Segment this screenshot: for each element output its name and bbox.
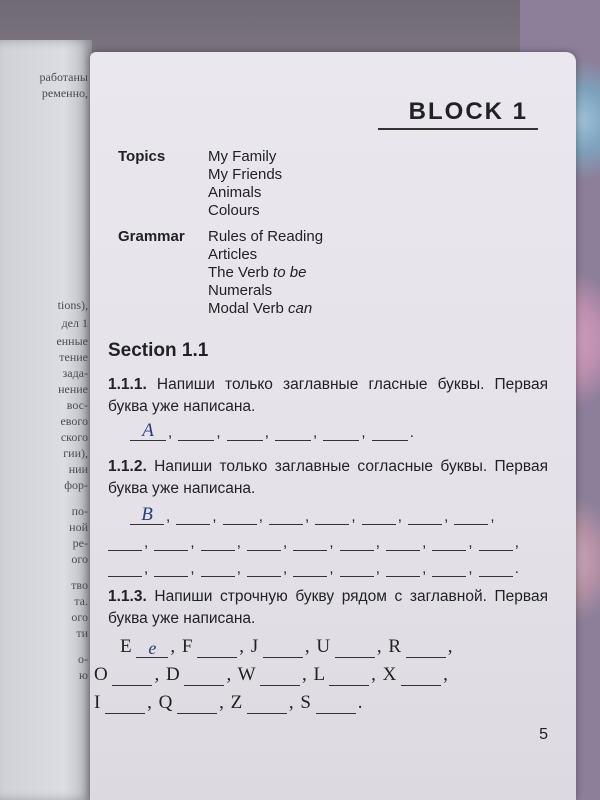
grammar-label: Grammar	[118, 228, 185, 245]
answer-blank[interactable]	[176, 506, 210, 525]
left-page-line: фор-	[64, 478, 88, 492]
task-text: Напиши только заглавные гласные буквы. Первая буква уже написана.	[108, 376, 548, 415]
answer-blank[interactable]	[201, 532, 235, 551]
left-page-line: работаны	[39, 70, 88, 84]
answer-blank[interactable]	[386, 532, 420, 551]
task-number: 1.1.2.	[108, 458, 147, 475]
answer-row-consonants-3: , , , , , , , , .	[108, 558, 521, 577]
grammar-item: Articles	[208, 246, 258, 263]
answer-blank[interactable]	[362, 506, 396, 525]
left-page-line: ого	[71, 610, 88, 624]
answer-blank[interactable]	[227, 422, 263, 441]
left-page-line: ре-	[72, 536, 88, 550]
lowercase-blank[interactable]: e	[136, 639, 168, 658]
answer-blank[interactable]	[154, 558, 188, 577]
grammar-item: Modal Verb can	[208, 300, 313, 317]
answer-blank[interactable]	[408, 506, 442, 525]
lowercase-blank[interactable]	[105, 695, 145, 714]
left-page-line: зада-	[62, 366, 88, 380]
answer-row-consonants-1: B , , , , , , , ,	[130, 506, 497, 525]
answer-blank[interactable]	[154, 532, 188, 551]
lowercase-blank[interactable]	[263, 639, 303, 658]
topics-list	[208, 148, 282, 220]
task-number: 1.1.3.	[108, 588, 147, 605]
capital-letter: X	[382, 664, 397, 685]
left-page-line: нение	[58, 382, 88, 396]
capital-letter: R	[388, 636, 402, 657]
topic-item: Colours	[208, 202, 260, 219]
section-title: Section 1.1	[108, 340, 209, 361]
answer-row-vowels: A , , , , , .	[130, 422, 416, 441]
lowercase-blank[interactable]	[197, 639, 237, 658]
task-1-1-1	[108, 374, 548, 418]
capital-letter: W	[237, 664, 256, 685]
left-page-line: енные	[56, 334, 88, 348]
answer-blank[interactable]	[315, 506, 349, 525]
left-page-line: дел 1	[61, 316, 88, 330]
block-title-rule	[378, 128, 538, 130]
task-text: Напиши строчную букву рядом с заглавной. Первая буква уже написана.	[108, 588, 548, 627]
capital-letter: J	[250, 636, 259, 657]
capital-letter: F	[181, 636, 193, 657]
grammar-item: Rules of Reading	[208, 228, 324, 245]
answer-blank[interactable]	[247, 558, 281, 577]
left-page-line: ной	[69, 520, 88, 534]
topic-item: Animals	[208, 184, 262, 201]
grammar-list	[208, 228, 323, 318]
left-page-line: о-	[78, 652, 88, 666]
left-page-line: ти	[76, 626, 88, 640]
left-page-line: ского	[60, 430, 88, 444]
answer-row-consonants-2: , , , , , , , , ,	[108, 532, 521, 551]
answer-blank[interactable]	[293, 558, 327, 577]
answer-blank[interactable]	[340, 532, 374, 551]
answer-blank[interactable]	[479, 532, 513, 551]
left-page-line: по-	[71, 504, 88, 518]
left-page-line: вос-	[66, 398, 88, 412]
letter-pairs-row-2: O , D , W , L , X ,	[94, 664, 448, 685]
answer-blank[interactable]	[340, 558, 374, 577]
task-text: Напиши только заглавные согласные буквы. Первая буква уже написана.	[108, 458, 548, 497]
task-number: 1.1.1.	[108, 376, 147, 393]
lowercase-blank[interactable]	[184, 667, 224, 686]
answer-blank[interactable]	[432, 558, 466, 577]
capital-letter: D	[165, 664, 180, 685]
answer-blank[interactable]	[454, 506, 488, 525]
answer-blank[interactable]	[323, 422, 359, 441]
grammar-item: The Verb to be	[208, 264, 307, 281]
letter-pairs-row-1: E e , F , J , U , R ,	[120, 636, 453, 658]
workbook-page	[90, 52, 576, 800]
answer-blank[interactable]	[108, 558, 142, 577]
answer-blank[interactable]	[479, 558, 513, 577]
answer-blank[interactable]	[201, 558, 235, 577]
capital-letter: L	[313, 664, 325, 685]
left-page-line: ого	[71, 552, 88, 566]
answer-blank[interactable]	[269, 506, 303, 525]
answer-blank[interactable]	[372, 422, 408, 441]
grammar-item: Numerals	[208, 282, 273, 299]
previous-page	[0, 40, 92, 800]
capital-letter: S	[300, 692, 311, 713]
answer-blank[interactable]: A	[130, 422, 166, 441]
left-page-line: ременно,	[41, 86, 88, 100]
lowercase-blank[interactable]	[247, 695, 287, 714]
page-number: 5	[539, 726, 548, 743]
lowercase-blank[interactable]	[177, 695, 217, 714]
lowercase-blank[interactable]	[112, 667, 152, 686]
left-page-line: нии	[68, 462, 88, 476]
lowercase-blank[interactable]	[329, 667, 369, 686]
block-title: BLOCK 1	[408, 98, 528, 125]
answer-blank[interactable]	[386, 558, 420, 577]
capital-letter: Q	[158, 692, 173, 713]
lowercase-blank[interactable]	[406, 639, 446, 658]
answer-blank[interactable]	[247, 532, 281, 551]
left-page-line: тво	[71, 578, 88, 592]
capital-letter: I	[94, 692, 101, 713]
left-page-line: та.	[74, 594, 88, 608]
capital-letter: U	[316, 636, 331, 657]
task-1-1-2	[108, 456, 548, 500]
letter-pairs-row-3: I , Q , Z , S .	[94, 692, 363, 713]
capital-letter: E	[120, 636, 132, 657]
answer-blank[interactable]	[108, 532, 142, 551]
task-1-1-3	[108, 586, 548, 630]
answer-blank[interactable]	[275, 422, 311, 441]
answer-blank[interactable]	[432, 532, 466, 551]
lowercase-blank[interactable]	[260, 667, 300, 686]
left-page-line: гии),	[63, 446, 88, 460]
left-page-line: тение	[59, 350, 88, 364]
left-page-line: ю	[79, 668, 88, 682]
answer-blank[interactable]	[293, 532, 327, 551]
left-page-line: евого	[60, 414, 88, 428]
answer-blank[interactable]	[223, 506, 257, 525]
topics-label: Topics	[118, 148, 166, 165]
topic-item: My Friends	[208, 166, 283, 183]
capital-letter: Z	[230, 692, 243, 713]
left-page-line: tions),	[57, 298, 88, 312]
answer-blank[interactable]	[178, 422, 214, 441]
lowercase-blank[interactable]	[316, 695, 356, 714]
capital-letter: O	[94, 664, 108, 685]
topic-item: My Family	[208, 148, 277, 165]
answer-blank[interactable]: B	[130, 506, 164, 525]
lowercase-blank[interactable]	[401, 667, 441, 686]
lowercase-blank[interactable]	[335, 639, 375, 658]
